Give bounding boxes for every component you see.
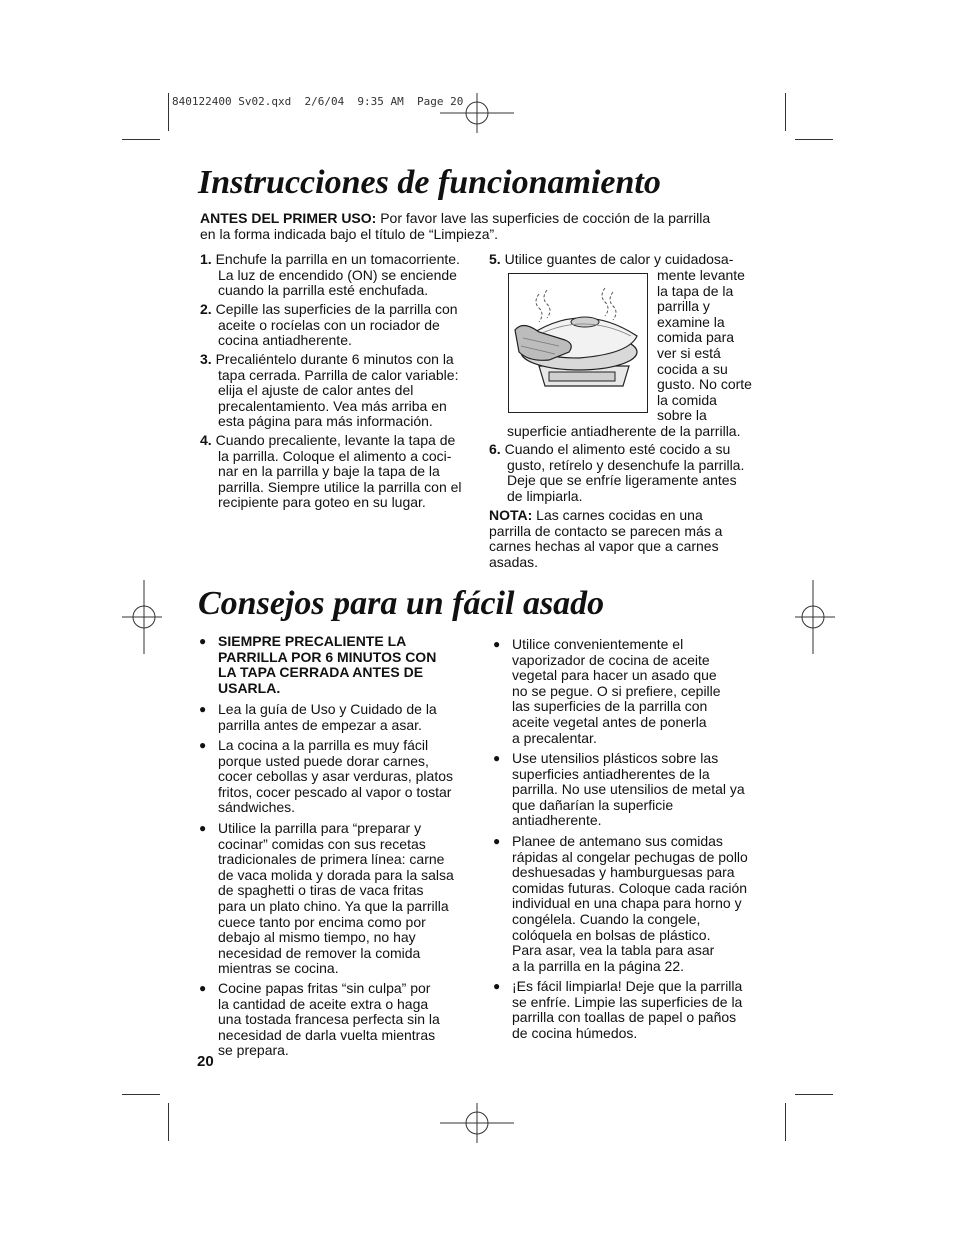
step-text: Cuando precaliente, levante la tapa de [211, 432, 456, 448]
tip-text: superficies antiadherentes de la [512, 765, 710, 782]
note-line: asadas. [489, 553, 539, 570]
tip-text: Planee de antemano sus comidas [512, 833, 723, 849]
tip-text: parrilla antes de empezar a asar. [218, 716, 422, 733]
tip-text: de spaghetti o tiras de vaca fritas [218, 882, 424, 899]
tip-text: a precalentar. [512, 729, 597, 746]
tip-text: individual en una chapa para horno y [512, 895, 742, 912]
step-3 [200, 352, 480, 430]
tip-text: parrilla con toallas de papel o paños [512, 1009, 737, 1026]
tip-text: de vaca molida y dorada para la salsa [218, 866, 454, 883]
tip-text: Use utensilios plásticos sobre las [512, 750, 719, 766]
bullet-icon: ● [199, 981, 207, 995]
step-number: 4. [200, 432, 212, 448]
tip-text: se prepara. [218, 1042, 289, 1059]
tip-bullet [493, 834, 787, 974]
tip-bullet [199, 702, 488, 733]
tip-text: a la parrilla en la página 22. [512, 957, 685, 974]
note-line: parrilla de contacto se parecen más a [489, 522, 723, 539]
bullet-icon: ● [199, 821, 207, 835]
step-text: aceite o rocíelas con un rociador de [218, 316, 440, 333]
section-title-instrucciones: Instrucciones de funcionamiento [198, 164, 661, 201]
tip-text: colóquela en bolsas de plástico. [512, 926, 711, 943]
bullet-icon: ● [199, 738, 207, 752]
note-line: Las carnes cocidas en una [532, 507, 703, 523]
step-text: examine la [657, 313, 725, 330]
tip-bullet [199, 821, 488, 977]
step-text: superficie antiadherente de la parrilla. [507, 423, 741, 439]
step-2 [200, 302, 480, 349]
step-text: Cuando el alimento esté cocido a su [500, 441, 731, 457]
step-text: La luz de encendido (ON) se enciende [218, 266, 457, 283]
printer-slug: 840122400 Sv02.qxd 2/6/04 9:35 AM Page 20 [172, 95, 464, 108]
tip-text: no se pegue. O si prefiere, cepille [512, 682, 721, 699]
step-text: mente levante [657, 267, 745, 283]
tip-bullet [493, 979, 787, 1041]
intro-line: en la forma indicada bajo el título de “Limpieza”. [200, 225, 499, 242]
step-text: Utilice guantes de calor y cuidadosa- [500, 251, 734, 267]
step-text: precalentamiento. Vea más arriba en [218, 397, 447, 414]
tip-text: congélela. Cuando la congele, [512, 910, 701, 927]
step-text: nar en la parrilla y baje la tapa de la [218, 463, 440, 480]
tip-text: LA TAPA CERRADA ANTES DE [218, 664, 424, 681]
step-text: Cepille las superficies de la parrilla con [211, 301, 458, 317]
bullet-icon: ● [493, 637, 501, 651]
tip-bullet [199, 634, 488, 696]
step-text: gusto, retírelo y desenchufe la parrilla. [507, 456, 745, 473]
tip-bullet [199, 738, 488, 816]
note-paragraph [489, 508, 769, 570]
step-1 [200, 252, 480, 299]
bullet-icon: ● [199, 702, 207, 716]
tip-text: fritos, cocer pescado al vapor o tostar [218, 783, 452, 800]
tip-bullet [199, 981, 488, 1059]
step-number: 5. [489, 251, 501, 267]
step-text: la comida [657, 391, 717, 408]
tip-text: la cantidad de aceite extra o haga [218, 995, 429, 1012]
registration-mark-bottom-icon [440, 1103, 514, 1143]
tip-text: cocer cebollas y asar verduras, platos [218, 768, 453, 785]
step-text: Precaliéntelo durante 6 minutos con la [211, 351, 454, 367]
tip-bullet [493, 751, 787, 829]
tip-text: una tostada francesa perfecta sin la [218, 1011, 440, 1028]
tip-text: USARLA. [218, 679, 281, 696]
tip-text: sándwiches. [218, 799, 296, 816]
tip-text: antiadherente. [512, 812, 602, 829]
step-text: Deje que se enfríe ligeramente antes [507, 472, 737, 489]
tip-text: vaporizador de cocina de aceite [512, 651, 710, 668]
intro-paragraph [200, 211, 770, 242]
tip-text: las superficies de la parrilla con [512, 698, 708, 715]
step-text: cuando la parrilla esté enchufada. [218, 282, 429, 299]
tip-text: comidas futuras. Coloque cada ración [512, 879, 748, 896]
tip-text: La cocina a la parrilla es muy fácil [218, 737, 429, 753]
tip-text: deshuesadas y hamburguesas para [512, 864, 735, 881]
tip-text: para un plato chino. Ya que la parrilla [218, 897, 449, 914]
step-text: Enchufe la parrilla en un tomacorriente. [211, 251, 460, 267]
step-number: 1. [200, 251, 212, 267]
step-text: comida para [657, 329, 735, 346]
section-title-consejos: Consejos para un fácil asado [198, 585, 605, 622]
tip-text: mientras se cocina. [218, 960, 339, 977]
step-text: elija el ajuste de calor antes del [218, 382, 414, 399]
tip-text: vegetal para hacer un asado que [512, 667, 717, 684]
tip-text: cuece tanto por encima como por [218, 913, 426, 930]
registration-mark-right-icon [795, 580, 835, 654]
step-number: 2. [200, 301, 212, 317]
tip-text: porque usted puede dorar carnes, [218, 752, 429, 769]
step-text: cocida a su [657, 360, 728, 377]
step-text: recipiente para goteo en su lugar. [218, 494, 426, 511]
tip-text: necesidad de darla vuelta mientras [218, 1026, 436, 1043]
step-text: sobre la [657, 407, 707, 424]
intro-label: ANTES DEL PRIMER USO: [200, 210, 377, 226]
tip-text: tradicionales de primera línea: carne [218, 851, 445, 868]
tip-text: Utilice la parrilla para “preparar y [218, 820, 422, 836]
bullet-icon: ● [199, 634, 207, 648]
step-5-first-line [489, 252, 769, 268]
tip-text: Cocine papas fritas “sin culpa” por [218, 980, 431, 996]
bullet-icon: ● [493, 834, 501, 848]
registration-mark-left-icon [122, 580, 162, 654]
step-text: gusto. No corte [657, 376, 752, 393]
tip-text: rápidas al congelar pechugas de pollo [512, 848, 748, 865]
note-label: NOTA: [489, 507, 533, 523]
step-number: 6. [489, 441, 501, 457]
step-text: parrilla y [657, 298, 710, 315]
tip-text: que dañarían la superficie [512, 796, 674, 813]
step-text: la parrilla. Coloque el alimento a coci- [218, 447, 452, 464]
tip-text: necesidad de remover la comida [218, 944, 421, 961]
tip-text: SIEMPRE PRECALIENTE LA [218, 633, 407, 649]
tip-text: se enfríe. Limpie las superficies de la [512, 993, 743, 1010]
note-line: carnes hechas al vapor que a carnes [489, 538, 719, 555]
step-text: cocina antiadherente. [218, 332, 352, 349]
tip-text: ¡Es fácil limpiarla! Deje que la parrilla [512, 978, 743, 994]
step-text: parrilla. Siempre utilice la parrilla con el [218, 478, 462, 495]
step-6 [489, 442, 769, 504]
step-text: ver si está [657, 344, 721, 361]
page-number: 20 [197, 1053, 214, 1070]
tip-text: aceite vegetal antes de ponerla [512, 713, 707, 730]
intro-line: Por favor lave las superficies de cocción de la parrilla [376, 210, 711, 226]
tip-text: PARRILLA POR 6 MINUTOS CON [218, 648, 437, 665]
tip-text: Lea la guía de Uso y Cuidado de la [218, 701, 437, 717]
bullet-icon: ● [493, 751, 501, 765]
step-text: la tapa de la [657, 282, 734, 299]
tip-text: cocinar” comidas con sus recetas [218, 835, 426, 852]
tip-text: Utilice convenientemente el [512, 636, 684, 652]
step-5-last-line [507, 424, 769, 440]
grill-with-mitt-icon [509, 274, 646, 411]
tip-text: Para asar, vea la tabla para asar [512, 942, 715, 959]
step-text: de limpiarla. [507, 487, 583, 504]
step-4 [200, 433, 480, 511]
tip-text: parrilla. No use utensilios de metal ya [512, 781, 745, 798]
tip-bullet [493, 637, 787, 746]
step-number: 3. [200, 351, 212, 367]
bullet-icon: ● [493, 979, 501, 993]
step-5-wrap [657, 268, 767, 424]
step-text: esta página para más información. [218, 413, 433, 430]
tip-text: debajo al mismo tiempo, no hay [218, 929, 416, 946]
registration-mark-top-icon [440, 93, 514, 133]
grill-illustration [508, 273, 648, 413]
step-text: tapa cerrada. Parrilla de calor variable: [218, 366, 459, 383]
tip-text: de cocina húmedos. [512, 1024, 638, 1041]
